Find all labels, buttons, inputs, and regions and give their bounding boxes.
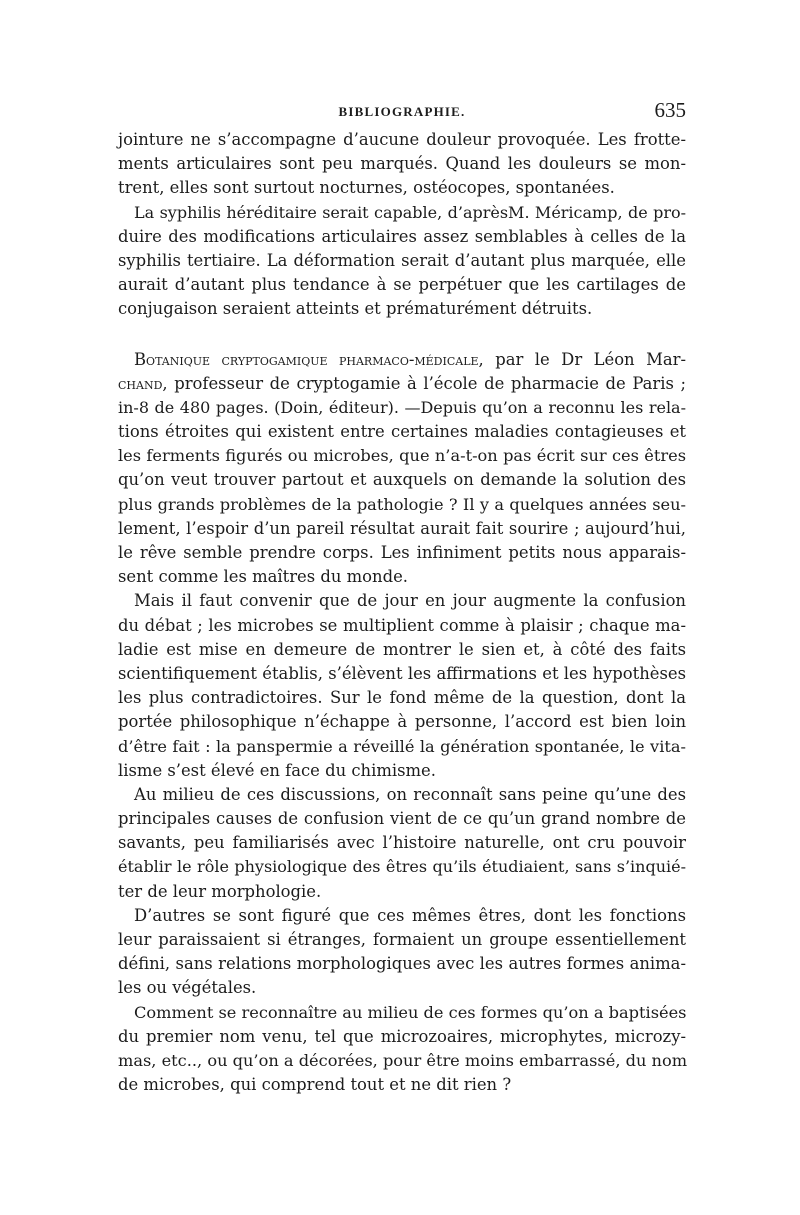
- text-line: Comment se reconnaître au milieu de ces formes qu’on a baptisées: [134, 1002, 687, 1022]
- paragraph-7: [118, 1001, 686, 1098]
- paragraph-5: [118, 783, 686, 904]
- text-line: scientifiquement établis, s’élèvent les affirmations et les hypothèses: [118, 663, 686, 683]
- text-line: Au milieu de ces discussions, on reconnaît sans peine qu’une des: [134, 784, 686, 804]
- text-line: d’être fait : la panspermie a réveillé la génération spontanée, le vita-: [118, 736, 686, 756]
- paragraph-6: [118, 904, 686, 1001]
- text-line: aurait d’autant plus tendance à se perpétuer que les cartilages de: [118, 275, 686, 295]
- text-line: du débat ; les microbes se multiplient comme à plaisir ; chaque ma-: [118, 615, 686, 635]
- text-line: sent comme les maîtres du monde.: [118, 567, 408, 587]
- text-line: de microbes, qui comprend tout et ne dit rien ?: [118, 1075, 512, 1095]
- running-head: [118, 98, 686, 126]
- section-gap: [118, 322, 686, 348]
- text-line: ter de leur morphologie.: [118, 881, 322, 901]
- text-line: qu’on veut trouver partout et auxquels on demande la solution des: [118, 470, 686, 490]
- text-line: La syphilis héréditaire serait capable, d’aprèsM. Méricamp, de pro-: [134, 202, 686, 222]
- text-line: les ferments figurés ou microbes, que n’a-t-on pas écrit sur ces êtres: [118, 446, 686, 466]
- paragraph-4: [118, 589, 686, 783]
- text-line: du premier nom venu, tel que microzoaires, microphytes, microzy-: [118, 1026, 686, 1046]
- text-line: principales causes de confusion vient de ce qu’un grand nombre de: [118, 809, 686, 829]
- text-line: tions étroites qui existent entre certaines maladies contagieuses et: [118, 422, 686, 442]
- text-line: lisme s’est élevé en face du chimisme.: [118, 760, 436, 780]
- text-line: les ou végétales.: [118, 978, 257, 998]
- review-heading-line: [118, 372, 686, 396]
- text-line: leur paraissaient si étranges, formaient un groupe essentiellement: [118, 930, 686, 949]
- review-book-title: Botanique cryptogamique pharmaco-médicale: [134, 349, 479, 369]
- running-title: BIBLIOGRAPHIE.: [338, 104, 466, 119]
- text-line: lement, l’espoir d’un pareil résultat aurait fait sourire ; aujourd’hui,: [118, 518, 686, 538]
- page-number: 635: [654, 98, 686, 122]
- review-entry: [118, 348, 686, 590]
- text-line: jointure ne s’accompagne d’aucune douleur provoquée. Les frotte-: [118, 130, 686, 149]
- review-heading-line: [118, 348, 686, 372]
- text-line: mas, etc.., ou qu’on a décorées, pour être moins embarrassé, du nom: [118, 1050, 688, 1070]
- text-line: plus grands problèmes de la pathologie ? Il y a quelques années seu-: [118, 494, 686, 514]
- text-line: établir le rôle physiologique des êtres qu’ils étudiaient, sans s’inquié-: [118, 857, 686, 877]
- body-text: [118, 128, 686, 1097]
- text-line: D’autres se sont figuré que ces mêmes êtres, dont les fonctions: [134, 905, 686, 925]
- paragraph-2: [118, 201, 686, 322]
- text-line: in-8 de 480 pages. (Doin, éditeur). —Depuis qu’on a reconnu les rela-: [118, 397, 686, 417]
- text-line: savants, peu familiarisés avec l’histoire naturelle, ont cru pouvoir: [118, 833, 686, 853]
- text-line: syphilis tertiaire. La déformation serait d’autant plus marquée, elle: [118, 250, 686, 270]
- review-heading-text: , par le Dr Léon Mar-: [478, 349, 687, 369]
- text-line: trent, elles sont surtout nocturnes, ostéocopes, spontanées.: [118, 178, 615, 198]
- paragraph-1: [118, 128, 686, 201]
- text-line: le rêve semble prendre corps. Les infiniment petits nous apparais-: [118, 543, 686, 562]
- text-line: ladie est mise en demeure de montrer le sien et, à côté des faits: [118, 639, 686, 659]
- text-line: ments articulaires sont peu marqués. Quand les douleurs se mon-: [118, 154, 686, 174]
- text-line: conjugaison seraient atteints et prématurément détruits.: [118, 299, 593, 319]
- text-line: duire des modifications articulaires assez semblables à celles de la: [118, 226, 686, 246]
- review-author-name: chand: [118, 373, 163, 393]
- text-line: portée philosophique n’échappe à personne, l’accord est bien loin: [118, 712, 686, 732]
- text-line: défini, sans relations morphologiques avec les autres formes anima-: [118, 954, 686, 974]
- text-line: Mais il faut convenir que de jour en jour augmente la confusion: [134, 591, 686, 611]
- text-line: les plus contradictoires. Sur le fond même de la question, dont la: [118, 688, 686, 708]
- review-heading-text: , professeur de cryptogamie à l’école de pharmacie de Paris ;: [162, 373, 686, 393]
